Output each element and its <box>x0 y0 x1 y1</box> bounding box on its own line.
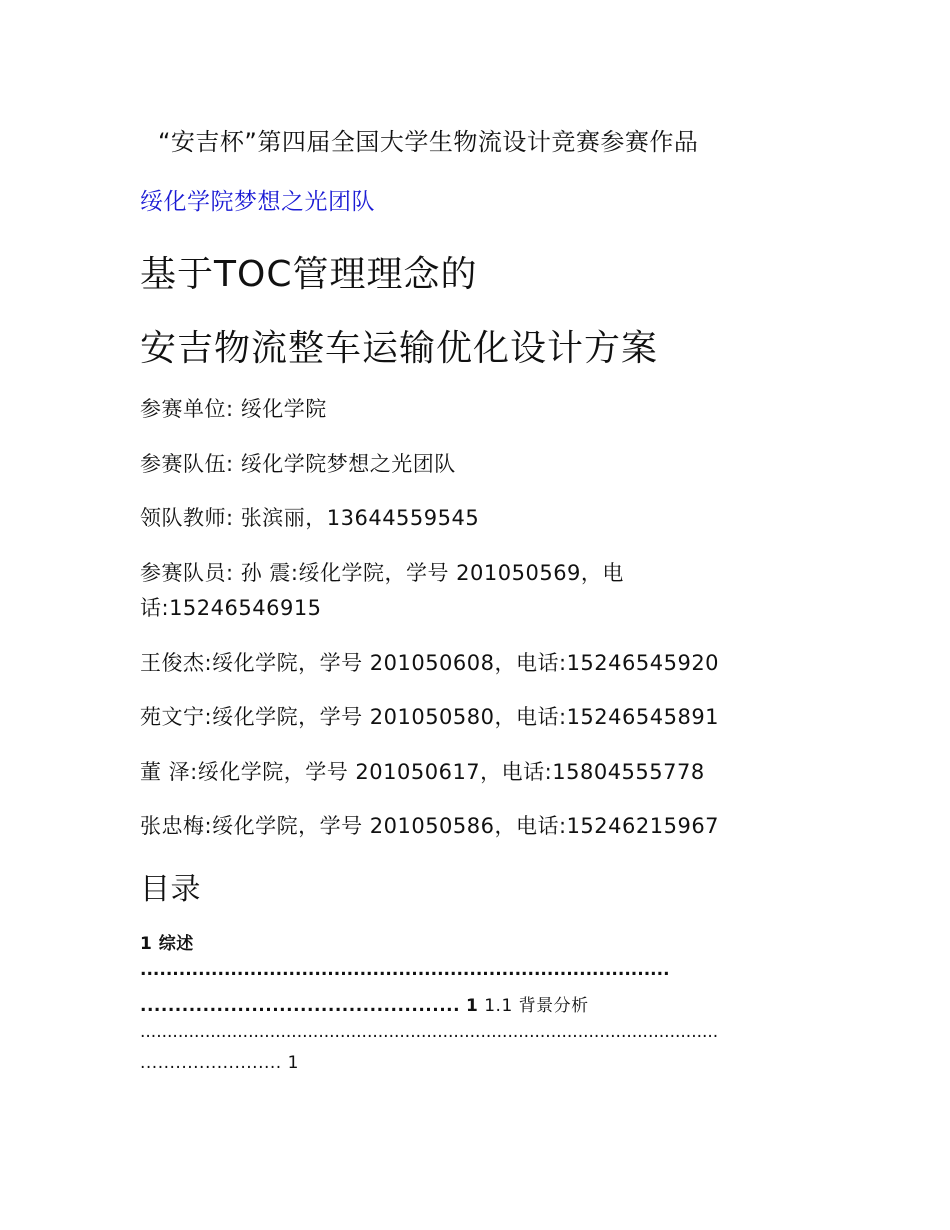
toc-entry-2-label[interactable]: 1.1 背景分析 <box>484 996 589 1016</box>
toc-heading: 目录 <box>140 872 201 907</box>
team-member-2: 王俊杰:绥化学院，学号 201050608，电话:15246545920 <box>140 651 720 675</box>
toc-entry-1-page[interactable]: 1 <box>465 996 479 1016</box>
toc-entry-1-continued <box>140 991 589 1016</box>
toc-entry-1-label[interactable]: 1 综述 <box>140 934 194 954</box>
toc-entry-2-continued <box>140 1053 299 1073</box>
team-member-1: 参赛队员: 孙 震:绥化学院，学号 201050569，电 <box>140 561 624 585</box>
competition-title: “安吉杯”第四届全国大学生物流设计竞赛参赛作品 <box>158 128 699 156</box>
team-member-4: 董 泽:绥化学院，学号 201050617，电话:15804555778 <box>140 760 705 784</box>
team-member-3: 苑文宁:绥化学院，学号 201050580，电话:15246545891 <box>140 705 720 729</box>
document-title-line-1: 基于TOC管理理念的 <box>140 254 478 295</box>
team-leader: 领队教师: 张滨丽，13644559545 <box>140 506 480 530</box>
toc-entry-1-leader-dots-end: .............................................. <box>140 996 461 1016</box>
toc-entry-2-leader-dots-end: ........................ <box>140 1053 282 1073</box>
toc-entry-1-leader-dots: .................................................................................. <box>140 960 670 980</box>
participating-team: 参赛队伍: 绥化学院梦想之光团队 <box>140 452 456 476</box>
toc-entry-2-page[interactable]: 1 <box>287 1053 299 1073</box>
participating-unit: 参赛单位: 绥化学院 <box>140 397 327 421</box>
team-member-5: 张忠梅:绥化学院，学号 201050586，电话:15246215967 <box>140 814 720 838</box>
toc-entry-2-leader-dots: ........................................................................................................... <box>140 1022 719 1042</box>
document-title-line-2: 安吉物流整车运输优化设计方案 <box>140 328 659 369</box>
team-name: 绥化学院梦想之光团队 <box>140 189 375 215</box>
team-member-1-phone: 话:15246546915 <box>140 596 322 620</box>
